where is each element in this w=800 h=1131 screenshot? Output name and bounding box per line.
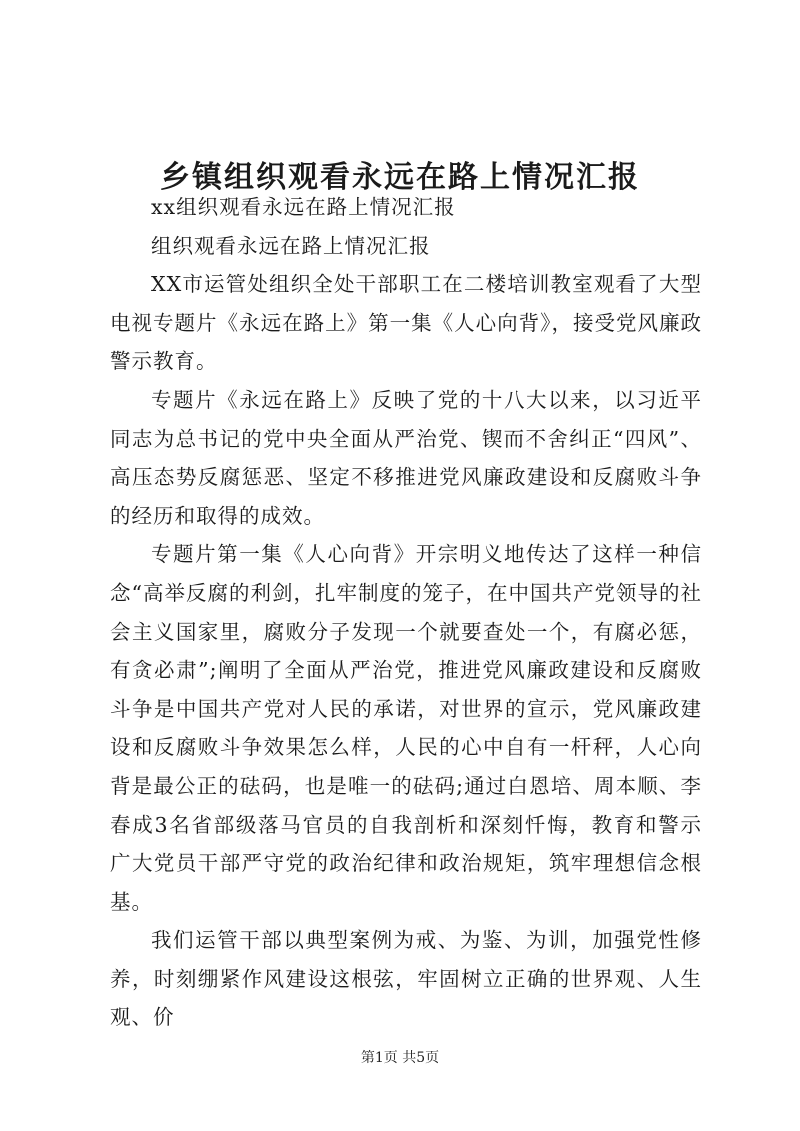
page-number-footer: 第1页 共5页 (360, 1050, 440, 1066)
paragraph-subtitle-2: 组织观看永远在路上情况汇报 (151, 233, 431, 258)
paragraph-lessons: 我们运管干部以典型案例为戒、为鉴、为训，加强党性修养，时刻绷紧作风建设这根弦，牢固树立正确的世界观、人生观、价 (110, 928, 702, 1030)
paragraph-intro: XX市运管处组织全处干部职工在二楼培训教室观看了大型电视专题片《永远在路上》第一集《人心向背》，接受党风廉政警示教育。 (110, 272, 702, 374)
document-body (110, 188, 702, 1037)
paragraph-summary: 专题片《永远在路上》反映了党的十八大以来，以习近平同志为总书记的党中央全面从严治党、锲而不舍纠正“四风”、高压态势反腐惩恶、坚定不移推进党风廉政建设和反腐败斗争的经历和取得的成效。 (110, 387, 702, 528)
page-title: 乡镇组织观看永远在路上情况汇报 (160, 160, 640, 196)
paragraph-episode-one: 专题片第一集《人心向背》开宗明义地传达了这样一种信念“高举反腐的利剑，扎牢制度的笼子，在中国共产党领导的社会主义国家里，腐败分子发现一个就要查处一个，有腐必惩，有贪必肃”;阐明了全面从严治党，推进党风廉政建设和反腐败斗争是中国共产党对人民的承诺，对世界的宣示，党风廉政建设和反腐败斗争效果怎么样，人民的心中自有一杆秤，人心向背是最公正的砝码，也是唯一的砝码;通过白恩培、周本顺、李春成3名省部级落马官员的自我剖析和深刻忏悔，教育和警示广大党员干部严守党的政治纪律和政治规矩，筑牢理想信念根基。 (110, 542, 702, 914)
paragraph-subtitle-1: xx组织观看永远在路上情况汇报 (151, 195, 456, 219)
